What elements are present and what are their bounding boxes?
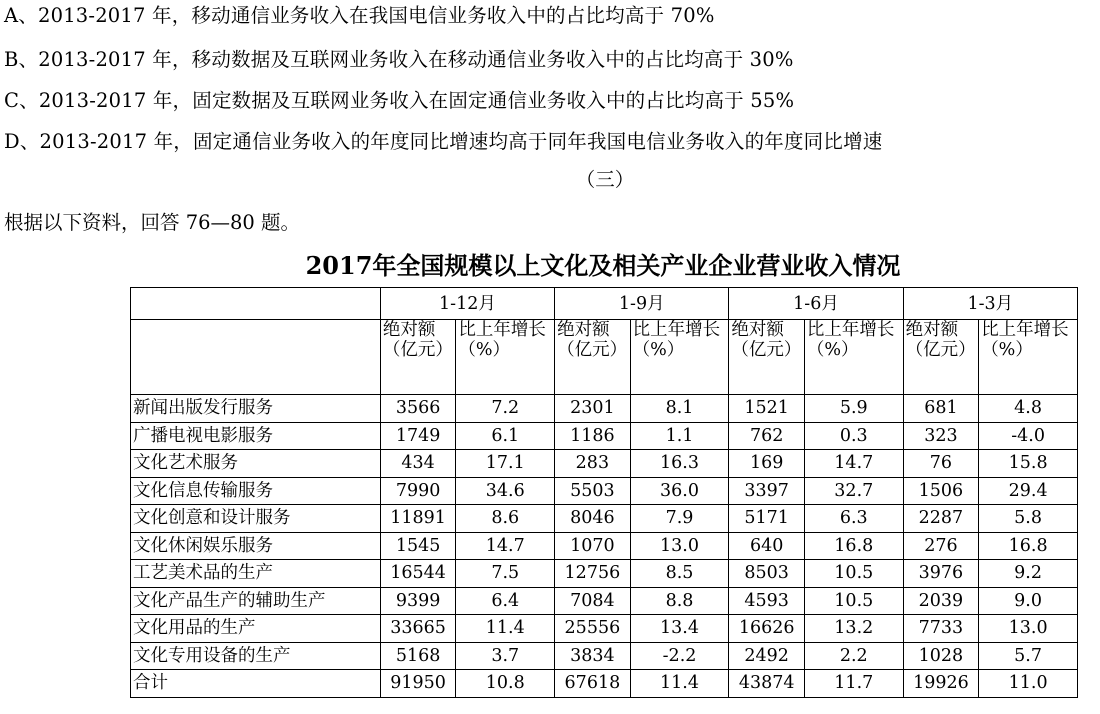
absolute-value-cell: 76 [903,450,979,478]
industry-name-cell: 文化艺术服务 [131,450,381,478]
industry-name-cell: 文化产品生产的辅助生产 [131,587,381,615]
absolute-value-cell: 11891 [380,505,456,533]
growth-value-cell: 6.1 [456,422,555,450]
absolute-value-cell: 1028 [903,642,979,670]
option-b: B、2013-2017 年，移动数据及互联网业务收入在移动通信业务收入中的占比均高于 30% [4,48,794,71]
absolute-value-cell: 16626 [729,615,805,643]
industry-name-cell: 广播电视电影服务 [131,422,381,450]
growth-value-cell: 6.3 [804,505,903,533]
growth-value-cell: 4.8 [979,395,1078,423]
absolute-value-cell: 1749 [380,422,456,450]
absolute-value-cell: 16544 [380,560,456,588]
absolute-value-cell: 25556 [555,615,631,643]
absolute-value-cell: 7084 [555,587,631,615]
industry-name-cell: 文化创意和设计服务 [131,505,381,533]
absolute-value-cell: 1521 [729,395,805,423]
growth-value-cell: 3.7 [456,642,555,670]
growth-value-cell: 16.3 [630,450,729,478]
period-header: 1-3月 [903,288,1077,320]
growth-value-cell: 5.7 [979,642,1078,670]
growth-value-cell: 17.1 [456,450,555,478]
industry-name-cell: 文化用品的生产 [131,615,381,643]
growth-value-cell: 10.5 [804,587,903,615]
corner-cell [131,320,381,395]
table-row [131,395,1078,423]
growth-value-cell: 9.0 [979,587,1078,615]
absolute-value-cell: 9399 [380,587,456,615]
growth-value-cell: -4.0 [979,422,1078,450]
industry-name-cell: 文化专用设备的生产 [131,642,381,670]
growth-header: 比上年增长（%） [804,320,903,395]
absolute-value-cell: 2287 [903,505,979,533]
industry-name-cell: 文化信息传输服务 [131,477,381,505]
absolute-header: 绝对额（亿元） [903,320,979,395]
growth-value-cell: 8.6 [456,505,555,533]
growth-value-cell: 14.7 [456,532,555,560]
period-header: 1-6月 [729,288,903,320]
absolute-header: 绝对额（亿元） [380,320,456,395]
absolute-value-cell: 3566 [380,395,456,423]
absolute-value-cell: 2492 [729,642,805,670]
growth-value-cell: -2.2 [630,642,729,670]
absolute-value-cell: 33665 [380,615,456,643]
absolute-value-cell: 3834 [555,642,631,670]
absolute-value-cell: 681 [903,395,979,423]
industry-name-cell: 合计 [131,670,381,698]
corner-cell [131,288,381,320]
industry-name-cell: 文化休闲娱乐服务 [131,532,381,560]
growth-value-cell: 5.8 [979,505,1078,533]
table-row [131,615,1078,643]
option-a: A、2013-2017 年，移动通信业务收入在我国电信业务收入中的占比均高于 70% [4,4,715,27]
growth-header: 比上年增长（%） [630,320,729,395]
intro-text: 根据以下资料，回答 76—80 题。 [4,211,301,234]
growth-value-cell: 15.8 [979,450,1078,478]
absolute-value-cell: 5168 [380,642,456,670]
option-d: D、2013-2017 年，固定通信业务收入的年度同比增速均高于同年我国电信业务收入的年度同比增速 [4,130,883,153]
growth-value-cell: 36.0 [630,477,729,505]
absolute-value-cell: 19926 [903,670,979,698]
growth-value-cell: 11.4 [456,615,555,643]
absolute-header: 绝对额（亿元） [729,320,805,395]
table-row [131,560,1078,588]
absolute-value-cell: 8046 [555,505,631,533]
industry-name-cell: 工艺美术品的生产 [131,560,381,588]
growth-value-cell: 29.4 [979,477,1078,505]
absolute-value-cell: 12756 [555,560,631,588]
section-heading: （三） [575,168,635,191]
growth-value-cell: 32.7 [804,477,903,505]
growth-header: 比上年增长（%） [456,320,555,395]
absolute-value-cell: 2039 [903,587,979,615]
absolute-value-cell: 283 [555,450,631,478]
table-row [131,505,1078,533]
growth-value-cell: 1.1 [630,422,729,450]
growth-value-cell: 2.2 [804,642,903,670]
period-header: 1-12月 [380,288,554,320]
absolute-header: 绝对额（亿元） [555,320,631,395]
absolute-value-cell: 3397 [729,477,805,505]
growth-value-cell: 5.9 [804,395,903,423]
absolute-value-cell: 1070 [555,532,631,560]
growth-value-cell: 0.3 [804,422,903,450]
absolute-value-cell: 91950 [380,670,456,698]
growth-value-cell: 13.2 [804,615,903,643]
growth-value-cell: 7.2 [456,395,555,423]
absolute-value-cell: 323 [903,422,979,450]
industry-name-cell: 新闻出版发行服务 [131,395,381,423]
absolute-value-cell: 7733 [903,615,979,643]
absolute-value-cell: 67618 [555,670,631,698]
absolute-value-cell: 434 [380,450,456,478]
table-title: 2017年全国规模以上文化及相关产业企业营业收入情况 [305,251,901,280]
period-header: 1-9月 [555,288,729,320]
absolute-value-cell: 276 [903,532,979,560]
table-row [131,642,1078,670]
absolute-value-cell: 8503 [729,560,805,588]
growth-value-cell: 13.0 [630,532,729,560]
table-row [131,477,1078,505]
table-row [131,422,1078,450]
table-row [131,587,1078,615]
absolute-value-cell: 43874 [729,670,805,698]
growth-value-cell: 16.8 [804,532,903,560]
growth-value-cell: 10.8 [456,670,555,698]
absolute-value-cell: 4593 [729,587,805,615]
option-c: C、2013-2017 年，固定数据及互联网业务收入在固定通信业务收入中的占比均高于 55% [4,89,795,112]
growth-value-cell: 34.6 [456,477,555,505]
absolute-value-cell: 169 [729,450,805,478]
growth-value-cell: 7.5 [456,560,555,588]
absolute-value-cell: 5503 [555,477,631,505]
growth-value-cell: 8.1 [630,395,729,423]
table-row [131,532,1078,560]
growth-value-cell: 13.4 [630,615,729,643]
revenue-table [130,287,1078,698]
growth-value-cell: 8.8 [630,587,729,615]
absolute-value-cell: 762 [729,422,805,450]
growth-value-cell: 8.5 [630,560,729,588]
growth-value-cell: 11.0 [979,670,1078,698]
growth-value-cell: 11.4 [630,670,729,698]
absolute-value-cell: 640 [729,532,805,560]
growth-value-cell: 11.7 [804,670,903,698]
absolute-value-cell: 1186 [555,422,631,450]
growth-value-cell: 9.2 [979,560,1078,588]
growth-value-cell: 16.8 [979,532,1078,560]
growth-value-cell: 10.5 [804,560,903,588]
absolute-value-cell: 5171 [729,505,805,533]
absolute-value-cell: 7990 [380,477,456,505]
growth-value-cell: 7.9 [630,505,729,533]
growth-value-cell: 13.0 [979,615,1078,643]
absolute-value-cell: 3976 [903,560,979,588]
table-row [131,670,1078,698]
absolute-value-cell: 1545 [380,532,456,560]
growth-header: 比上年增长（%） [979,320,1078,395]
growth-value-cell: 14.7 [804,450,903,478]
absolute-value-cell: 2301 [555,395,631,423]
growth-value-cell: 6.4 [456,587,555,615]
table-row [131,450,1078,478]
absolute-value-cell: 1506 [903,477,979,505]
